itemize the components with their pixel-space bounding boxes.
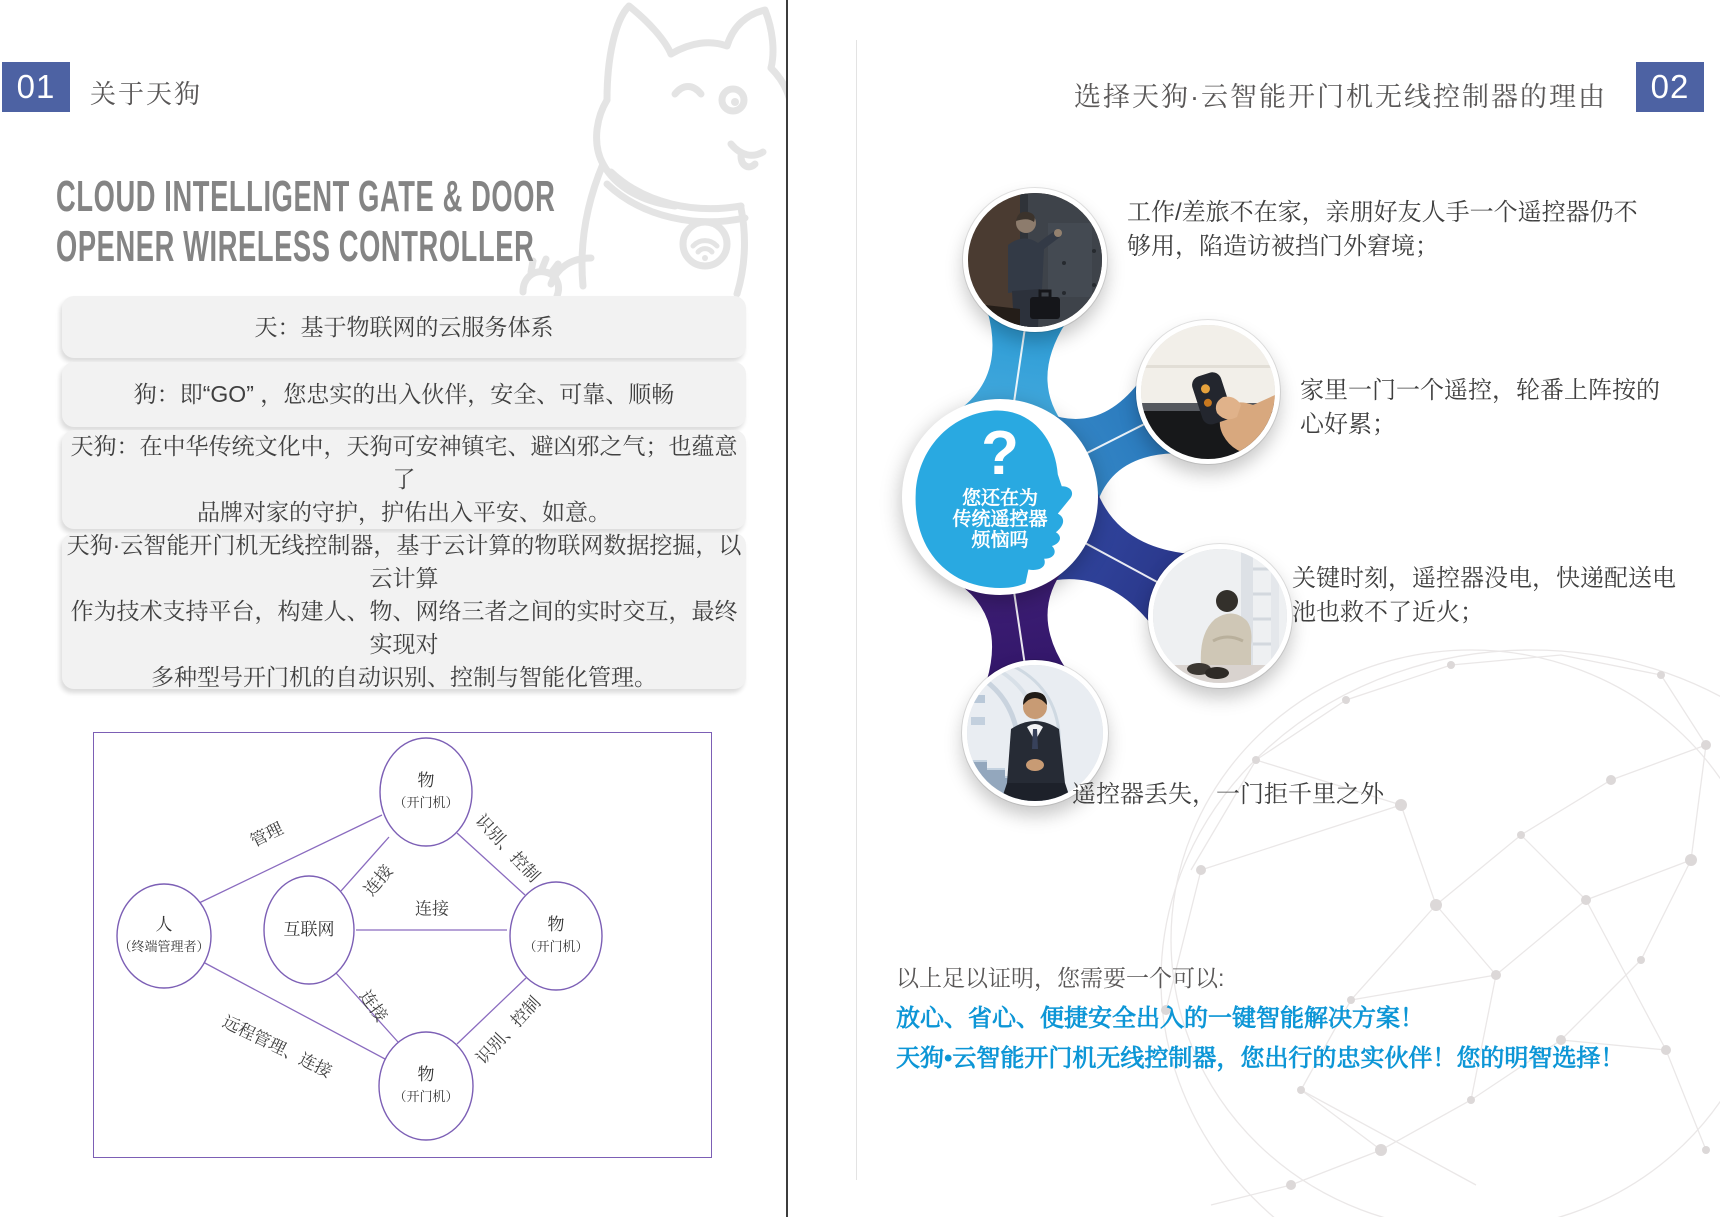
conclusion-line2: 天狗•云智能开门机无线控制器，您出行的忠实伙伴！您的明智选择！ — [896, 1045, 1625, 1072]
head-caption: 您还在为 传统遥控器 烦恼吗 — [952, 488, 1048, 551]
info-box-tian — [62, 296, 746, 358]
photo-scene — [1153, 549, 1287, 683]
info-box-line: 多种型号开门机的自动识别、控制与智能化管理。 — [151, 663, 657, 690]
page-number: 01 — [16, 68, 56, 105]
main-title — [56, 172, 555, 272]
info-box-line: 狗：即“GO” ，您忠实的出入伙伴，安全、可靠、顺畅 — [133, 381, 675, 407]
info-box-line: 品牌对家的守护，护佑出入平安、如意。 — [197, 499, 611, 525]
conclusion-intro: 以上足以证明，您需要一个可以: — [896, 965, 1225, 991]
pain-point-1: 工作/差旅不在家，亲朋好友人手一个遥控器仍不 够用，陷造访被挡门外窘境； — [1127, 199, 1638, 260]
photo-hand-with-remote — [1136, 320, 1280, 464]
conclusion-line1: 放心、省心、便捷安全出入的一键智能解决方案！ — [896, 1005, 1424, 1032]
edge-label-connect-3: 连接 — [355, 986, 392, 1026]
iot-relationship-diagram — [93, 732, 712, 1158]
info-box-product — [62, 533, 746, 689]
main-title-line2: OPENER WIRELESS CONTROLLER — [56, 222, 535, 271]
info-box-gou — [62, 362, 746, 427]
edge-label-identify-control-2: 识别、控制 — [472, 992, 545, 1068]
section-title-right: 选择天狗·云智能开门机无线控制器的理由 — [1074, 82, 1607, 112]
page-number: 02 — [1650, 68, 1690, 105]
photo-scene — [968, 193, 1102, 327]
info-box-line: 天：基于物联网的云服务体系 — [254, 313, 554, 340]
edge-label-remote-manage-connect: 远程管理、连接 — [219, 1012, 335, 1082]
info-box-line: 天狗：在中华传统文化中，天狗可安神镇宅、避凶邪之气；也蕴意了 — [70, 433, 738, 492]
info-box-line: 天狗·云智能开门机无线控制器，基于云计算的物联网数据挖掘，以云计算 — [66, 531, 742, 591]
pain-point-2: 家里一门一个遥控，轮番上阵按的 心好累； — [1300, 377, 1660, 438]
question-mark: ? — [981, 419, 1019, 488]
info-box-line: 作为技术支持平台，构建人、物、网络三者之间的实时交互，最终实现对 — [70, 597, 738, 657]
section-title-left: 关于天狗 — [90, 79, 203, 109]
node-internet: 互联网 — [283, 920, 335, 939]
edge-label-manage: 管理 — [247, 818, 287, 851]
edge-label-identify-control-1: 识别、控制 — [471, 810, 544, 886]
main-title-line1: CLOUD INTELLIGENT GATE & DOOR — [56, 172, 556, 221]
edge-label-connect-1: 连接 — [360, 861, 397, 900]
photo-businessman-knocking-door — [963, 188, 1107, 332]
photo-scene — [1141, 325, 1275, 459]
node-thing-top: 物 （开门机） — [393, 771, 459, 810]
node-thing-right: 物 （开门机） — [523, 915, 589, 954]
pain-point-4: 遥控器丢失，一门拒千里之外 — [1072, 781, 1384, 808]
pain-point-3: 关键时刻，遥控器没电，快递配送电 池也救不了近火； — [1292, 565, 1676, 626]
page-number-badge-left — [2, 62, 70, 112]
info-box-tiangou — [62, 430, 746, 529]
page-left — [0, 0, 786, 1217]
node-person: 人 （终端管理者） — [118, 915, 210, 954]
node-thing-bottom: 物 （开门机） — [393, 1065, 459, 1104]
photo-man-sitting-no-battery — [1148, 544, 1292, 688]
edge-label-connect-2: 连接 — [415, 899, 449, 919]
